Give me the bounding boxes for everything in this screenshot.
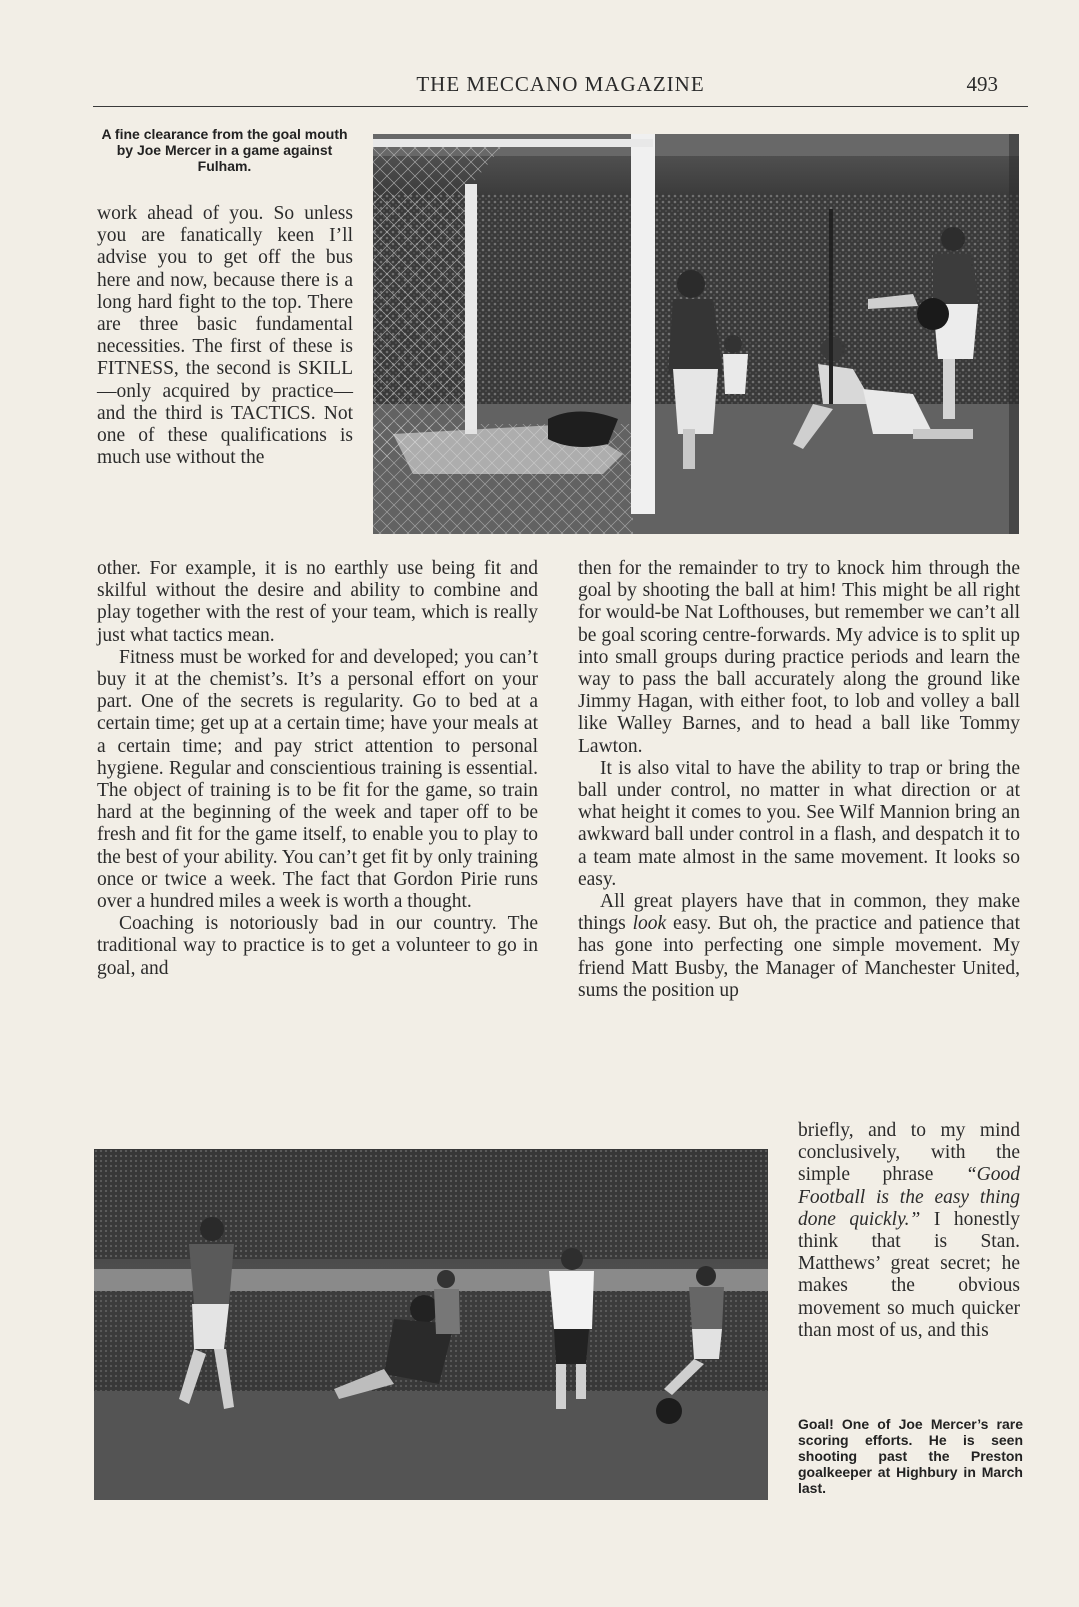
page-header: [93, 70, 1028, 107]
left-paragraph-2: Fitness must be worked for and developed; you can’t buy it at the chemist’s. It’s a personal effort on your part. One of the secrets is regularity. Go to bed at a certain time; get up at a certain time; have your meals at a certain time; and pay strict attention to personal hygiene. Regular and conscientious training is essential. The object of training is to be fit for the game, so train hard at the beginning of the week and taper off to be fresh and fit for the game itself, to enable you to play to the best of your ability. You can’t get fit by only training once or twice a week. The fact that Gordon Pirie runs over a hundred miles a week is worth a thought.: [97, 646, 538, 913]
right-paragraph-3-start: All great players have that in common, they make things: [578, 891, 1020, 935]
article-right-column: [578, 558, 1020, 1002]
left-paragraph-1: other. For example, it is no earthly use being fit and skilful without the desire and ability to combine and play together with the rest of your team, which is really just what tactics mean.: [97, 558, 538, 646]
narrow-paragraph-start: briefly, and to my mind conclusively, with the simple phrase: [798, 1120, 1020, 1186]
narrow-paragraph: [798, 1120, 1020, 1342]
top-photo-caption: A fine clearance from the goal mouth by Joe Mercer in a game against Fulham.: [101, 126, 348, 174]
right-paragraph-3-end: easy. But oh, the practice and patience that has gone into perfecting one simple movement. My friend Matt Busby, the Manager of Manchester United, sums the position up: [578, 913, 1020, 1001]
article-narrow-column: [798, 1120, 1020, 1342]
busby-quote: “Good Football is the easy thing done quickly.”: [798, 1164, 1020, 1230]
emphasis-look: look: [632, 913, 667, 935]
right-paragraph-1: then for the remainder to try to knock him through the goal by shooting the ball at him! This might be all right for would-be Nat Lofthouses, but remember we can’t all be goal scoring centre-forwards. My advice is to split up into small groups during practice periods and learn the way to pass the ball accurately along the ground like Jimmy Hagan, with either foot, to lob and volley a ball like Walley Barnes, and to head a ball like Tommy Lawton.: [578, 558, 1020, 757]
bottom-photo-caption: Goal! One of Joe Mercer’s rare scoring efforts. He is seen shooting past the Preston goalkeeper at Highbury in March last.: [798, 1416, 1023, 1496]
right-paragraph-2: It is also vital to have the ability to trap or bring the ball under control, no matter in what direction or at what height it comes to you. See Wilf Mannion bring an awkward ball under control in a flash, and despatch it to a team mate almost in the same movement. It looks so easy.: [578, 757, 1020, 890]
goal-scoring-photo: [94, 1149, 768, 1500]
goal-clearance-photo: [373, 134, 1019, 534]
article-intro: [97, 203, 353, 469]
narrow-paragraph-end: I honestly think that is Stan. Matthews’ great secret; he makes the obvious movement so much quicker than most of us, and this: [798, 1208, 1020, 1341]
right-paragraph-3: [578, 891, 1020, 1002]
page-number: 493: [966, 72, 998, 96]
magazine-title: THE MECCANO MAGAZINE: [416, 72, 705, 96]
article-left-column: [97, 558, 538, 980]
intro-paragraph: work ahead of you. So unless you are fanatically keen I’ll advise you to get off the bus here and now, because there is a long hard fight to the top. There are three basic fundamental necessities. The first of these is FITNESS, the second is SKILL—only acquired by practice—and the third is TACTICS. Not one of these qualifications is much use without the: [97, 203, 353, 469]
left-paragraph-3: Coaching is notoriously bad in our country. The traditional way to practice is to get a volunteer to go in goal, and: [97, 913, 538, 979]
